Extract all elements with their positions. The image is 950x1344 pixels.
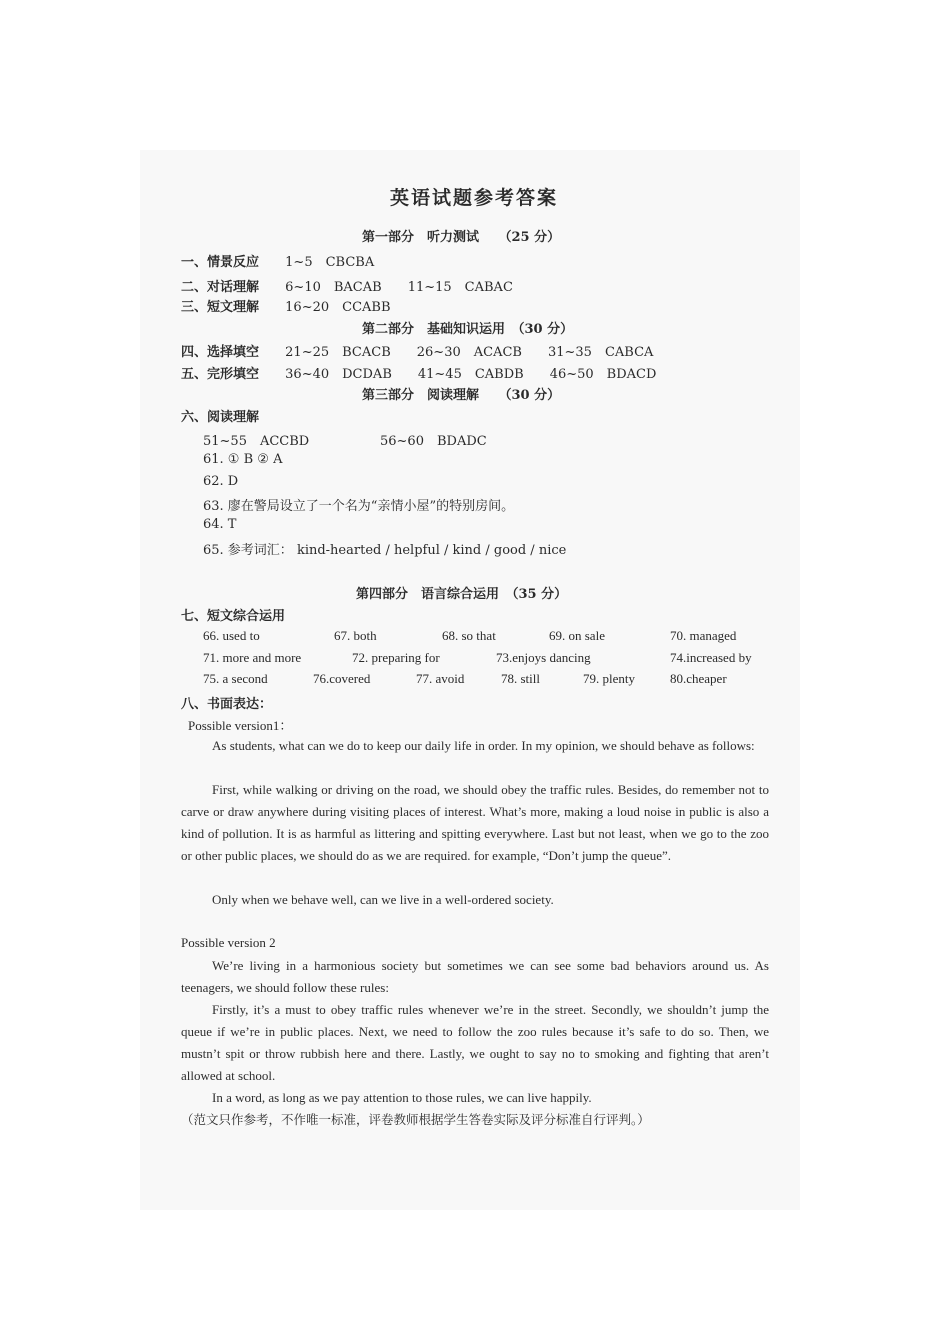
answer-80: 80.cheaper xyxy=(670,671,727,686)
answer-76: 76.covered xyxy=(313,671,371,686)
answer-71: 71. more and more xyxy=(203,650,302,665)
page-title: 英语试题参考答案 xyxy=(390,187,559,209)
answer-61: 61. ① B ② A xyxy=(203,452,283,467)
answer-73: 73.enjoys dancing xyxy=(496,650,591,665)
answer-68: 68. so that xyxy=(442,628,496,643)
answer-66: 66. used to xyxy=(203,628,260,643)
answer-78: 78. still xyxy=(501,671,541,686)
part1-line-1-label: 一、情景反应 xyxy=(181,255,260,270)
part1-line-2-text: 6~10 BACAB 11~15 CABAC xyxy=(285,280,513,295)
version2-paragraph-2: Firstly, it’s a must to obey traffic rules whenever we’re in the street. Secondly, we shouldn’t jump the queue if we’re in public places. Next, we need to follow the zoo rules because it’s safe to do so. Then, we mustn’t spit or throw rubbish here and there. Lastly, we ought to say no to smoking and fighting that aren’t allowed at school. xyxy=(181,1002,769,1083)
answer-62: 62. D xyxy=(203,474,239,489)
part2-line-1 xyxy=(181,341,653,360)
answer-72: 72. preparing for xyxy=(352,650,440,665)
part1-line-3-label: 三、短文理解 xyxy=(181,300,260,315)
section7-label: 七、短文综合运用 xyxy=(181,609,286,624)
answer-79: 79. plenty xyxy=(583,671,635,686)
answer-63: 63. 廖在警局设立了一个名为“亲情小屋”的特别房间。 xyxy=(203,499,515,514)
part1-header: 第一部分 听力测试 （25 分） xyxy=(362,230,561,245)
grading-note: （范文只作参考，不作唯一标准，评卷教师根据学生答卷实际及评分标准自行评判。） xyxy=(181,1112,650,1127)
answer-64: 64. T xyxy=(203,517,237,532)
part2-line-2 xyxy=(181,363,656,382)
answer-67: 67. both xyxy=(334,628,377,643)
part2-line-1-text: 21~25 BCACB 26~30 ACACB 31~35 CABCA xyxy=(285,345,654,360)
answer-70: 70. managed xyxy=(670,628,737,643)
answer-77: 77. avoid xyxy=(416,671,465,686)
version2-paragraph-1: We’re living in a harmonious society but sometimes we can see some bad behaviors around us. As teenagers, we should follow these rules: xyxy=(181,958,769,995)
version1-label: Possible version1： xyxy=(188,718,293,733)
version2-paragraph-3: In a word, as long as we pay attention to those rules, we can live happily. xyxy=(212,1090,592,1105)
part1-line-2 xyxy=(181,276,513,295)
answer-65: 65. 参考词汇： kind-hearted / helpful / kind / good / nice xyxy=(203,543,567,558)
part2-line-2-label: 五、完形填空 xyxy=(181,367,260,382)
version1-paragraph-2: First, while walking or driving on the road, we should obey the traffic rules. Besides, do remember not to carve or draw anywhere during visiting places of interest. What’s more, making a loud noise in public is also a kind of pollution. It is as harmful as littering and spitting everywhere. Last but not least, when we go to the zoo or other public places, we should do as we are required. for example, “Don’t jump the queue”. xyxy=(181,782,769,863)
part1-line-3 xyxy=(181,296,391,315)
part4-header: 第四部分 语言综合运用 （35 分） xyxy=(356,587,568,602)
part2-header: 第二部分 基础知识运用 （30 分） xyxy=(362,322,574,337)
version1-paragraph-1: As students, what can we do to keep our daily life in order. In my opinion, we should behave as follows: xyxy=(212,738,755,753)
part1-line-1 xyxy=(181,251,374,270)
part3-header: 第三部分 阅读理解 （30 分） xyxy=(362,388,561,403)
version2-label: Possible version 2 xyxy=(181,935,276,950)
part3-section-label: 六、阅读理解 xyxy=(181,410,260,425)
part2-line-1-label: 四、选择填空 xyxy=(181,345,260,360)
part1-line-1-text: 1~5 CBCBA xyxy=(285,255,375,270)
version1-paragraph-3: Only when we behave well, can we live in a well-ordered society. xyxy=(212,892,554,907)
part2-line-2-text: 36~40 DCDAB 41~45 CABDB 46~50 BDACD xyxy=(285,367,657,382)
answer-75: 75. a second xyxy=(203,671,268,686)
answer-51-55: 51~55 ACCBD xyxy=(203,434,310,449)
answer-69: 69. on sale xyxy=(549,628,605,643)
part1-line-2-label: 二、对话理解 xyxy=(181,280,260,295)
answer-74: 74.increased by xyxy=(670,650,752,665)
answer-56-60: 56~60 BDADC xyxy=(380,434,487,449)
section8-label: 八、书面表达： xyxy=(181,697,273,712)
part1-line-3-text: 16~20 CCABB xyxy=(285,300,391,315)
